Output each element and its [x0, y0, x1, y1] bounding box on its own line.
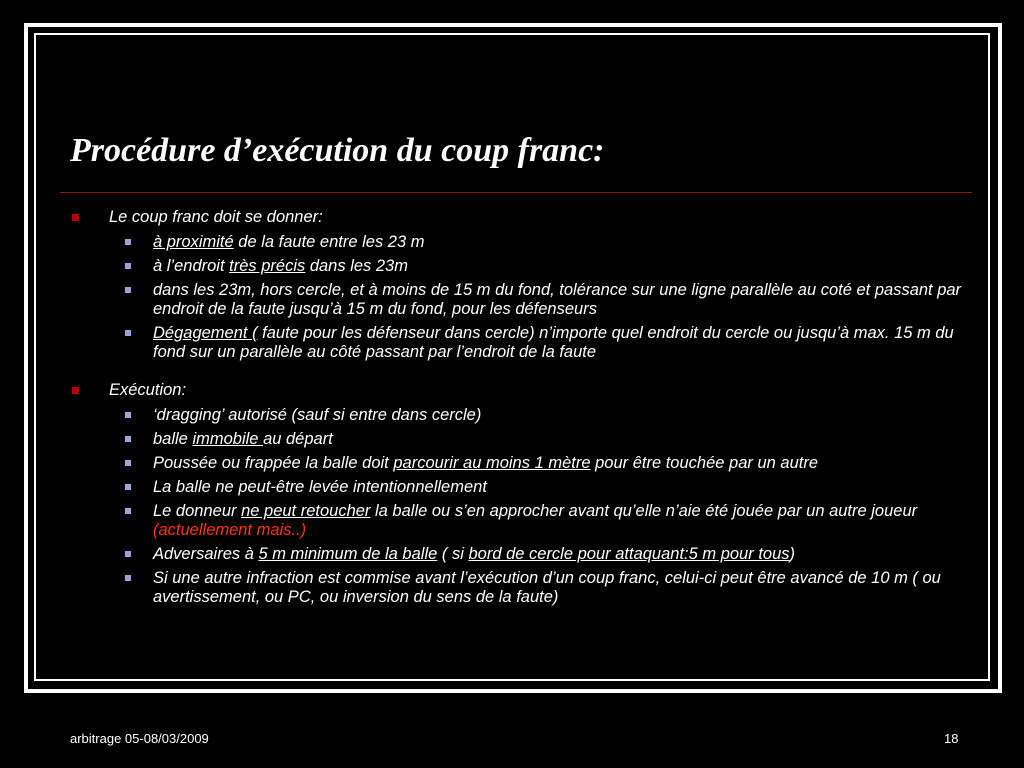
section-heading-text: Exécution:	[109, 381, 187, 399]
slide-content	[70, 208, 970, 607]
item-text: Poussée ou frappée la balle doit	[153, 454, 394, 472]
bullet-item	[70, 406, 970, 425]
highlight-text: (actuellement mais..)	[153, 521, 307, 539]
bullet-item	[70, 257, 970, 276]
underlined-text: bord de cercle pour attaquant:5 m pour tous	[468, 545, 790, 563]
item-text: à l’endroit	[153, 257, 230, 275]
bullet-item	[70, 233, 970, 252]
item-text: ( si	[437, 545, 469, 563]
underlined-text: Dégagement (	[153, 324, 258, 342]
item-text: Adversaires à	[153, 545, 259, 563]
item-text: dans les 23m	[305, 257, 408, 275]
square-bullet-icon	[125, 412, 131, 418]
footer-text: arbitrage 05-08/03/2009	[70, 731, 209, 746]
bullet-section-heading	[70, 208, 970, 227]
bullet-item	[70, 324, 970, 362]
bullet-item	[70, 454, 970, 473]
bullet-item	[70, 502, 970, 540]
square-bullet-icon	[125, 263, 131, 269]
section-heading-text: Le coup franc doit se donner:	[109, 208, 323, 226]
bullet-item	[70, 569, 970, 607]
square-bullet-icon	[125, 575, 131, 581]
underlined-text: immobile	[192, 430, 264, 448]
title-divider	[60, 192, 972, 193]
item-text: ‘dragging’ autorisé (sauf si entre dans cercle)	[153, 406, 482, 424]
item-text: la balle ou s’en approcher avant qu’elle n’aie été jouée par un autre joueur	[370, 502, 918, 520]
item-text: au départ	[263, 430, 333, 448]
bullet-section-heading	[70, 381, 970, 400]
square-bullet-icon	[125, 508, 131, 514]
bullet-item	[70, 478, 970, 497]
section-spacer	[70, 362, 970, 381]
underlined-text: parcourir au moins 1 mètre	[393, 454, 591, 472]
slide-number: 18	[944, 731, 959, 746]
square-bullet-icon	[125, 239, 131, 245]
square-bullet-icon	[125, 484, 131, 490]
item-text: dans les 23m, hors cercle, et à moins de 15 m du fond, tolérance sur une ligne parallèle au coté et passant par endroit de la faute jusqu’à 15 m du fond, pour les défenseurs	[153, 281, 962, 318]
underlined-text: très précis	[229, 257, 306, 275]
underlined-text: à proximité	[153, 233, 234, 251]
item-text: Si une autre infraction est commise avant l’exécution d’un coup franc, celui-ci peut être avancé de 10 m ( ou avertissement, ou PC, ou inversion du sens de la faute)	[153, 569, 941, 606]
item-text: de la faute entre les 23 m	[233, 233, 425, 251]
square-bullet-icon	[125, 551, 131, 557]
square-bullet-icon	[125, 330, 131, 336]
underlined-text: ne peut retoucher	[241, 502, 371, 520]
item-text: balle	[153, 430, 193, 448]
underlined-text: 5 m minimum de la balle	[258, 545, 438, 563]
item-text: )	[789, 545, 796, 563]
item-text: Le donneur	[153, 502, 242, 520]
item-text: pour être touchée par un autre	[590, 454, 819, 472]
square-bullet-icon	[125, 436, 131, 442]
item-text: La balle ne peut-être levée intentionnellement	[153, 478, 487, 496]
bullet-item	[70, 281, 970, 319]
bullet-item	[70, 545, 970, 564]
square-bullet-icon	[72, 214, 79, 221]
square-bullet-icon	[72, 387, 79, 394]
bullet-item	[70, 430, 970, 449]
square-bullet-icon	[125, 460, 131, 466]
item-text: faute pour les défenseur dans cercle) n’importe quel endroit du cercle ou jusqu’à max. 15 m du fond sur un parallèle au côté passant par l’endroit de la faute	[153, 324, 954, 361]
slide-title: Procédure d’exécution du coup franc:	[70, 132, 605, 169]
square-bullet-icon	[125, 287, 131, 293]
